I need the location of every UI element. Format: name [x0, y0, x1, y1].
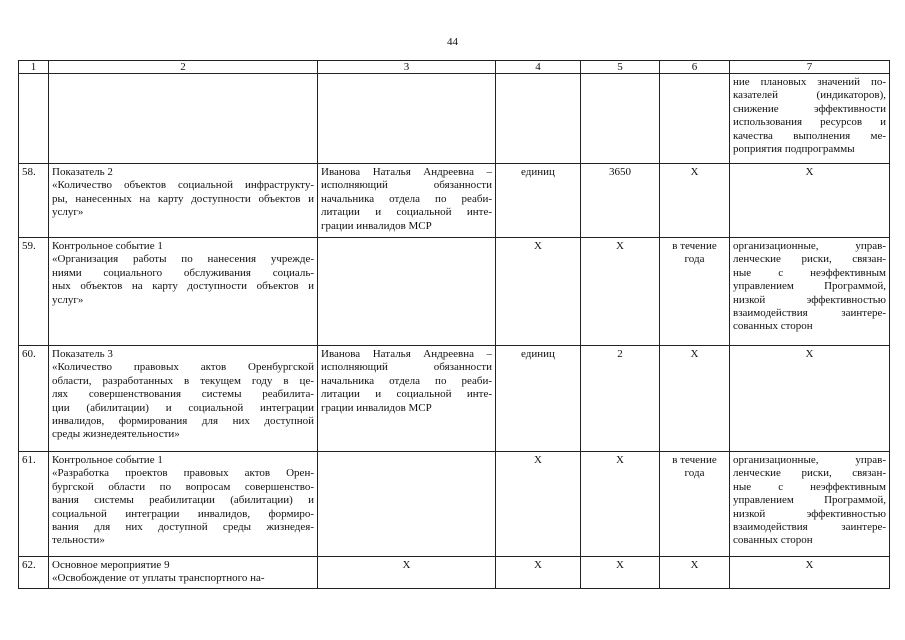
cell-line: ных объектов на карту доступности объектов и: [52, 280, 314, 293]
risks-cell: [730, 452, 890, 557]
program-table: [18, 60, 890, 589]
table-row: [19, 164, 890, 238]
indicator-value: X: [616, 240, 624, 252]
cell-line: вания для них доступной среды жизнедея-: [52, 521, 314, 534]
cell-line: Показатель 2: [52, 166, 113, 178]
indicator-value: X: [616, 559, 624, 571]
activity-name-cell: [49, 346, 318, 452]
cell-line: вания системы реабилитации (абилитации) и: [52, 494, 314, 507]
unit-cell: [496, 238, 581, 346]
cell-line: исполняющий обязанности: [321, 361, 492, 374]
unit-cell: [496, 346, 581, 452]
responsible-cell: [318, 164, 496, 238]
responsible-cell: [318, 346, 496, 452]
cell-line: X: [805, 166, 814, 178]
value-cell: [581, 557, 660, 589]
activity-name-cell: [49, 74, 318, 164]
cell-line: ниями социального обслуживания социаль-: [52, 266, 314, 279]
cell-line: ные с неэффективным: [733, 266, 886, 279]
cell-line: Иванова Наталья Андреевна –: [321, 348, 492, 360]
table-row: [19, 74, 890, 164]
cell-line: управлением Программой,: [733, 280, 886, 293]
activity-name-cell: [49, 452, 318, 557]
term-cell: [660, 74, 730, 164]
unit-value: X: [534, 240, 542, 252]
cell-line: сованных сторон: [733, 320, 813, 333]
column-number-row: [19, 61, 890, 74]
cell-line: инвалидов, формирования для них доступной: [52, 415, 314, 428]
row-number-cell: [19, 452, 49, 557]
cell-line: ции (абилитации) и социальной интеграции: [52, 401, 314, 414]
cell-line: X: [402, 559, 411, 571]
risks-cell: [730, 164, 890, 238]
row-number-cell: [19, 238, 49, 346]
cell-line: в течение: [672, 240, 717, 252]
cell-line: снижение эффективности: [733, 102, 886, 115]
column-number: 5: [581, 61, 660, 74]
cell-line: взаимодействия заинтере-: [733, 307, 886, 320]
page-number: 44: [447, 36, 458, 48]
row-number: 61.: [22, 454, 36, 466]
cell-line: организационные, управ-: [733, 240, 886, 252]
cell-line: услуг»: [52, 206, 84, 219]
table-row: [19, 346, 890, 452]
risks-cell: [730, 346, 890, 452]
cell-line: X: [690, 348, 699, 360]
activity-name-cell: [49, 164, 318, 238]
term-cell: [660, 452, 730, 557]
cell-line: ленческие риски, связан-: [733, 253, 886, 266]
term-cell: [660, 557, 730, 589]
cell-line: «Количество объектов социальной инфраструкту-: [52, 179, 314, 192]
column-number: 6: [660, 61, 730, 74]
cell-line: ры, нанесенных на карту доступности объектов и: [52, 192, 314, 205]
cell-line: X: [690, 166, 699, 178]
value-cell: [581, 164, 660, 238]
cell-line: в течение: [672, 454, 717, 466]
table-row: [19, 238, 890, 346]
value-cell: [581, 74, 660, 164]
cell-line: среды жизнедеятельности»: [52, 428, 180, 441]
cell-line: «Разработка проектов правовых актов Орен-: [52, 467, 314, 480]
cell-line: ные с неэффективным: [733, 480, 886, 493]
unit-cell: [496, 74, 581, 164]
row-number-cell: [19, 557, 49, 589]
activity-name-cell: [49, 238, 318, 346]
cell-line: грации инвалидов МСР: [321, 401, 432, 414]
cell-line: организационные, управ-: [733, 454, 886, 466]
cell-line: X: [805, 559, 814, 571]
unit-cell: [496, 164, 581, 238]
risks-cell: [730, 238, 890, 346]
cell-line: грации инвалидов МСР: [321, 219, 432, 232]
cell-line: X: [805, 348, 814, 360]
cell-line: литации и социальной инте-: [321, 388, 492, 401]
unit-value: X: [534, 559, 542, 571]
activity-name-cell: [49, 557, 318, 589]
unit-cell: [496, 452, 581, 557]
term-cell: [660, 164, 730, 238]
responsible-cell: [318, 452, 496, 557]
row-number-cell: [19, 164, 49, 238]
cell-line: роприятия подпрограммы: [733, 143, 855, 156]
term-cell: [660, 238, 730, 346]
column-number: 3: [318, 61, 496, 74]
term-cell: [660, 346, 730, 452]
cell-line: Контрольное событие 1: [52, 240, 163, 252]
cell-line: Показатель 3: [52, 348, 113, 360]
risks-cell: [730, 74, 890, 164]
cell-line: низкой эффективностью: [733, 293, 886, 306]
cell-line: ленческие риски, связан-: [733, 467, 886, 480]
table-row: [19, 557, 890, 589]
cell-line: лях совершенствования системы реабилита-: [52, 388, 314, 401]
responsible-cell: [318, 557, 496, 589]
cell-line: года: [684, 467, 705, 480]
column-number: 4: [496, 61, 581, 74]
cell-line: качества выполнения ме-: [733, 129, 886, 142]
column-number: 2: [49, 61, 318, 74]
cell-line: «Освобождение от уплаты транспортного на-: [52, 572, 265, 585]
row-number-cell: [19, 346, 49, 452]
cell-line: области, разработанных в текущем году в це-: [52, 374, 314, 387]
cell-line: начальника отдела по реаби-: [321, 374, 492, 387]
cell-line: X: [690, 559, 699, 571]
cell-line: Контрольное событие 1: [52, 454, 163, 466]
cell-line: ние плановых значений по-: [733, 76, 886, 88]
unit-value: единиц: [521, 166, 555, 178]
row-number: 62.: [22, 559, 36, 571]
unit-value: единиц: [521, 348, 555, 360]
cell-line: начальника отдела по реаби-: [321, 192, 492, 205]
cell-line: использования ресурсов и: [733, 116, 886, 129]
indicator-value: 2: [617, 348, 623, 360]
cell-line: казателей (индикаторов),: [733, 89, 886, 102]
row-number: 59.: [22, 240, 36, 252]
value-cell: [581, 346, 660, 452]
row-number-cell: [19, 74, 49, 164]
indicator-value: X: [616, 454, 624, 466]
cell-line: литации и социальной инте-: [321, 206, 492, 219]
column-number: 7: [730, 61, 890, 74]
cell-line: Иванова Наталья Андреевна –: [321, 166, 492, 178]
cell-line: низкой эффективностью: [733, 507, 886, 520]
row-number: 58.: [22, 166, 36, 178]
cell-line: «Организация работы по нанесения учрежде-: [52, 253, 314, 266]
cell-line: бургской области по вопросам совершенство-: [52, 480, 314, 493]
value-cell: [581, 238, 660, 346]
cell-line: услуг»: [52, 293, 84, 306]
row-number: 60.: [22, 348, 36, 360]
unit-cell: [496, 557, 581, 589]
table-row: [19, 452, 890, 557]
cell-line: исполняющий обязанности: [321, 179, 492, 192]
responsible-cell: [318, 238, 496, 346]
cell-line: сованных сторон: [733, 534, 813, 547]
cell-line: управлением Программой,: [733, 494, 886, 507]
responsible-cell: [318, 74, 496, 164]
cell-line: «Количество правовых актов Оренбургской: [52, 361, 314, 374]
cell-line: Основное мероприятие 9: [52, 559, 170, 571]
risks-cell: [730, 557, 890, 589]
cell-line: тельности»: [52, 534, 105, 547]
value-cell: [581, 452, 660, 557]
cell-line: года: [684, 253, 705, 266]
unit-value: X: [534, 454, 542, 466]
cell-line: социальной интеграции инвалидов, формиро-: [52, 507, 314, 520]
column-number: 1: [19, 61, 49, 74]
cell-line: взаимодействия заинтере-: [733, 521, 886, 534]
indicator-value: 3650: [609, 166, 631, 178]
